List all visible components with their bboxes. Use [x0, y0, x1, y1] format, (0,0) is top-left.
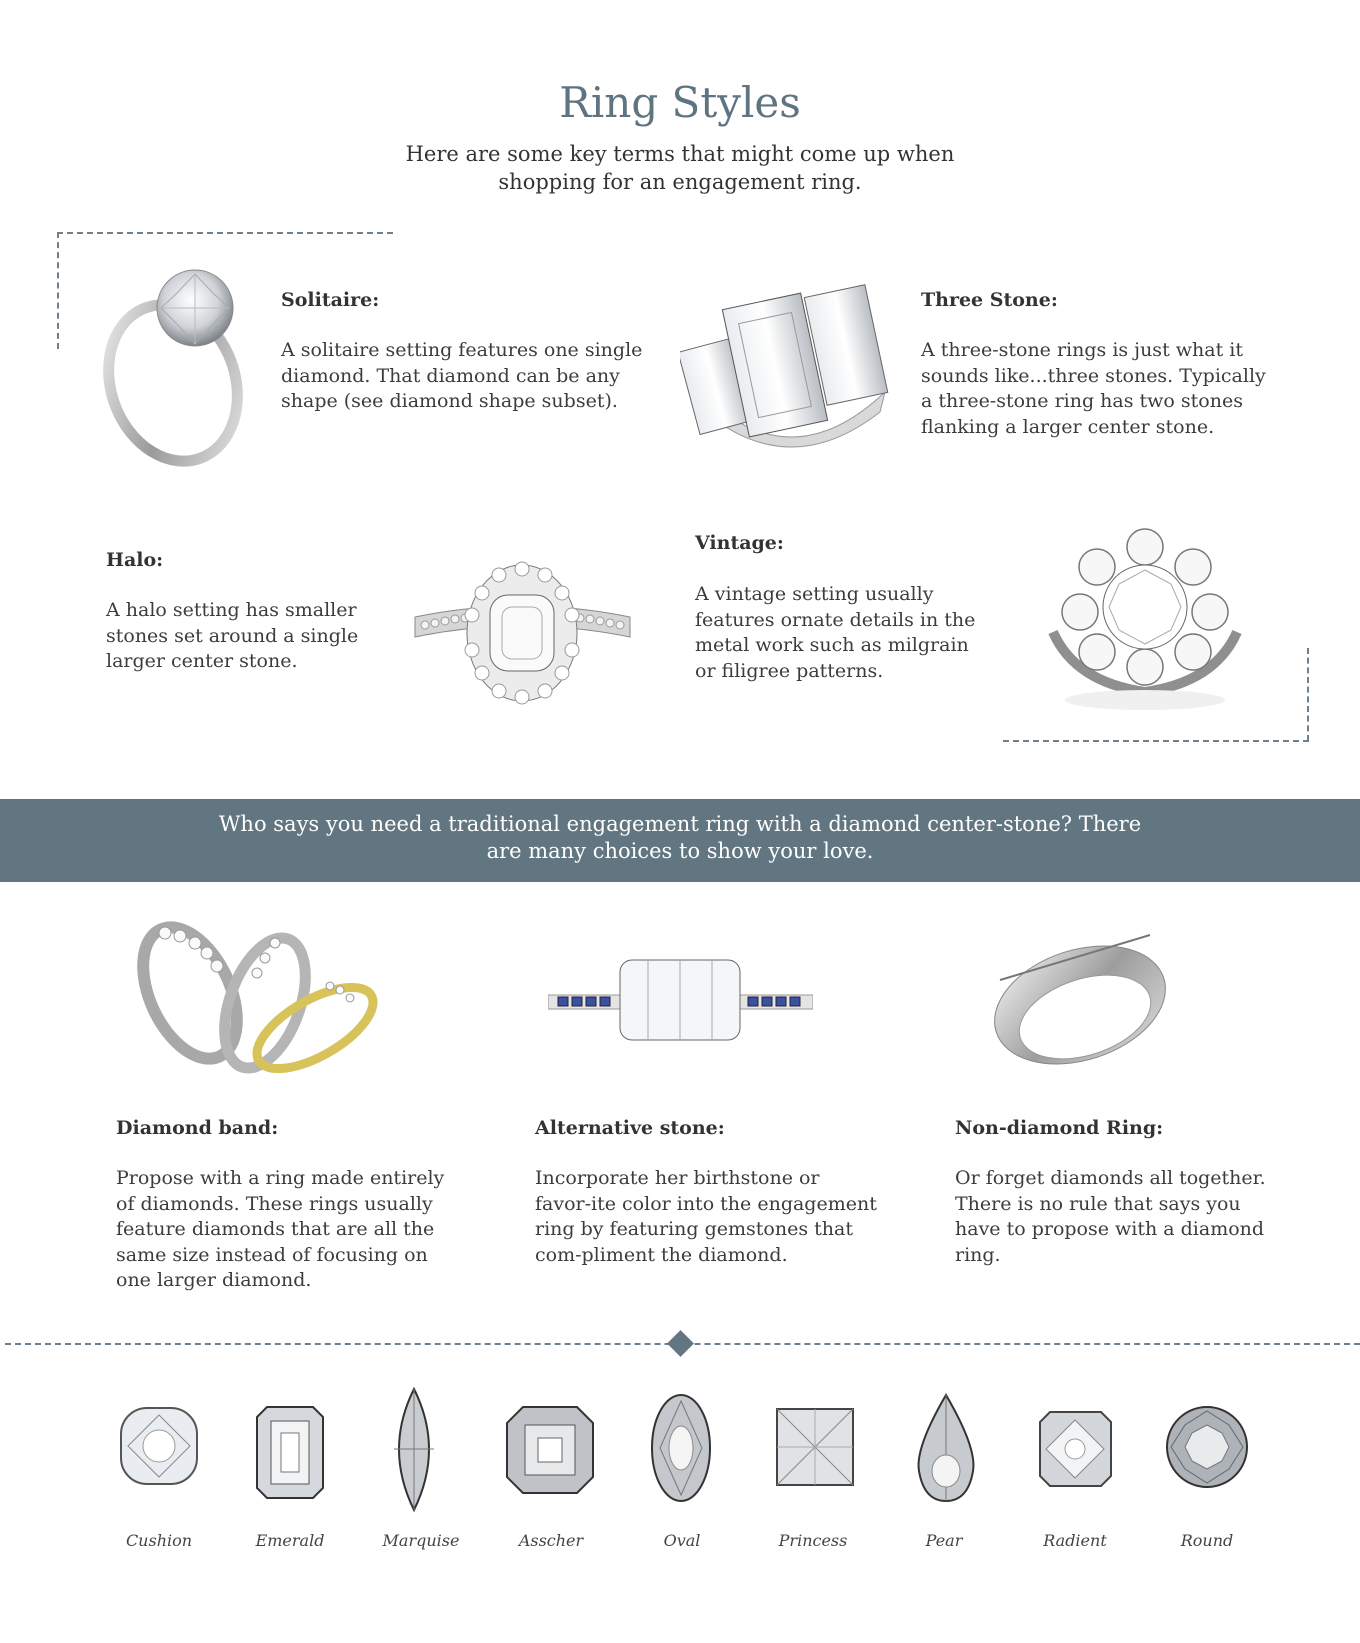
- shape-label-pear: Pear: [925, 1531, 963, 1550]
- dashed-divider: [57, 232, 59, 349]
- radiant-diamond-icon: [1038, 1410, 1113, 1488]
- banner: [0, 799, 1360, 882]
- oval-diamond-icon: [650, 1393, 712, 1503]
- solitaire-description: A solitaire setting features one single diamond. That diamond can be any shape (see diamond shape subset).: [281, 339, 643, 412]
- page-title: Ring Styles: [559, 78, 801, 127]
- shape-label-asscher: Asscher: [518, 1531, 584, 1550]
- non-diamond-ring-image: [985, 925, 1175, 1075]
- three-stone-ring-image: [680, 282, 900, 467]
- alternative-stone-image: [548, 955, 813, 1045]
- marquise-diamond-icon: [389, 1387, 439, 1512]
- three-stone-description: A three-stone rings is just what it sounds like...three stones. Typically a three-stone ring has two stones flanking a larger center stone.: [921, 339, 1266, 438]
- halo-description: A halo setting has smaller stones set around a single larger center stone.: [106, 599, 359, 672]
- alternative-stone-description: Incorporate her birthstone or favor-ite color into the engagement ring by featuring gemstones that com-pliment the diamond.: [535, 1167, 877, 1266]
- non-diamond-description: Or forget diamonds all together. There is no rule that says you have to propose with a diamond ring.: [955, 1167, 1266, 1266]
- cushion-diamond-icon: [118, 1405, 200, 1487]
- dashed-divider: [1003, 740, 1309, 742]
- emerald-diamond-icon: [255, 1405, 325, 1500]
- divider-diamond-icon: [667, 1330, 694, 1357]
- vintage-heading: Vintage:: [695, 532, 784, 554]
- shape-label-princess: Princess: [778, 1531, 848, 1550]
- solitaire-ring-image: [95, 258, 255, 473]
- solitaire-heading: Solitaire:: [281, 289, 380, 311]
- pear-diamond-icon: [913, 1393, 979, 1503]
- asscher-diamond-icon: [505, 1405, 595, 1495]
- alternative-stone-heading: Alternative stone:: [535, 1117, 725, 1139]
- non-diamond-heading: Non-diamond Ring:: [955, 1117, 1164, 1139]
- dashed-divider: [57, 232, 393, 234]
- princess-diamond-icon: [775, 1407, 855, 1487]
- diamond-band-image: [125, 918, 380, 1078]
- diamond-band-heading: Diamond band:: [116, 1117, 279, 1139]
- vintage-ring-image: [1045, 522, 1245, 722]
- round-diamond-icon: [1165, 1405, 1250, 1490]
- shape-label-round: Round: [1180, 1531, 1234, 1550]
- page-subtitle: Here are some key terms that might come up when shopping for an engagement ring.: [405, 142, 955, 194]
- shape-label-marquise: Marquise: [382, 1531, 460, 1550]
- diamond-band-description: Propose with a ring made entirely of diamonds. These rings usually feature diamonds that are all the same size instead of focusing on one larger diamond.: [116, 1167, 445, 1291]
- shape-label-radient: Radient: [1043, 1531, 1107, 1550]
- shape-label-emerald: Emerald: [255, 1531, 325, 1550]
- banner-text: Who says you need a traditional engagement ring with a diamond center-stone? There are many choices to show your love.: [218, 812, 1142, 863]
- three-stone-heading: Three Stone:: [921, 289, 1058, 311]
- halo-ring-image: [410, 555, 635, 715]
- shape-label-cushion: Cushion: [125, 1531, 193, 1550]
- dashed-divider: [1307, 648, 1309, 741]
- vintage-description: A vintage setting usually features ornate details in the metal work such as milgrain or filigree patterns.: [695, 583, 976, 682]
- halo-heading: Halo:: [106, 549, 164, 571]
- shape-label-oval: Oval: [663, 1531, 701, 1550]
